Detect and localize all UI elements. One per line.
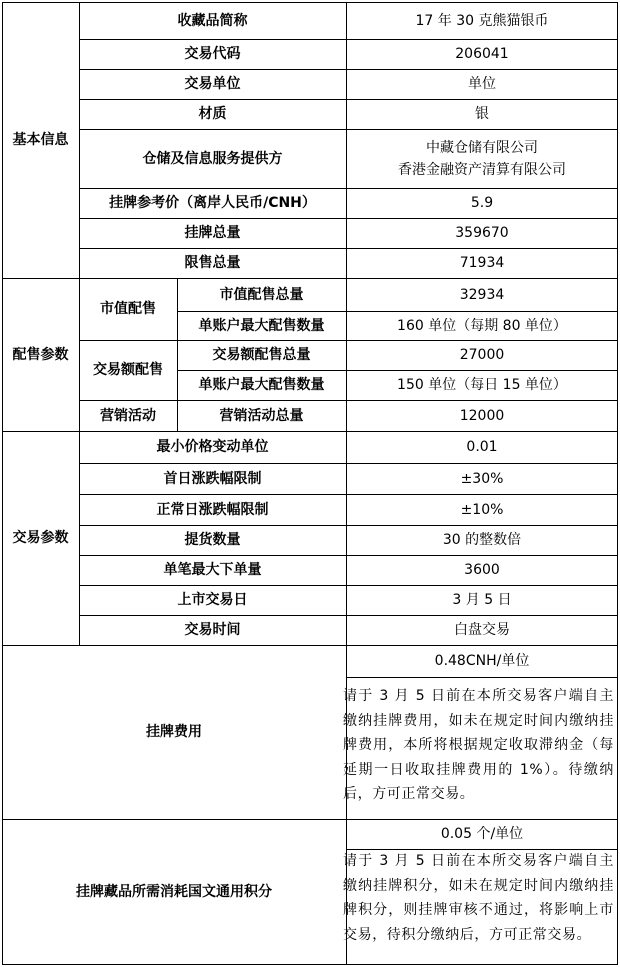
fee-label: 挂牌费用 (146, 724, 202, 740)
row-label: 最小价格变动单位 (156, 439, 269, 455)
fee-note: 请于 3 月 5 日前在本所交易客户端自主缴纳挂牌费用，如未在规定时间内缴纳挂牌费用，本所将根据规定收取滞纳金（每延期一日收取挂牌费用的 1%）。待缴纳后，方可正常交易。 (343, 688, 614, 802)
allot-type-label: 营销活动 (100, 407, 156, 424)
row-label: 交易单位 (184, 76, 241, 92)
row-value: 71934 (459, 255, 505, 271)
row-value: 5.9 (470, 195, 494, 211)
allot-type-label: 市值配售 (100, 301, 156, 317)
row-value: 160 单位（每期 80 单位） (397, 317, 567, 334)
row-value: 206041 (455, 46, 509, 62)
row-label: 单账户最大配售数量 (198, 377, 325, 393)
row-value: 150 单位（每日 15 单位） (397, 377, 567, 393)
points-note: 请于 3 月 5 日前在本所交易客户端自主缴纳挂牌积分，如未在规定时间内缴纳挂牌积分，则挂牌审核不通过，将影响上市交易，待积分缴纳后，方可正常交易。 (343, 853, 614, 943)
row-label: 上市交易日 (177, 592, 248, 608)
points-value: 0.05 个/单位 (440, 826, 524, 842)
row-label: 交易代码 (184, 46, 241, 62)
row-label: 交易时间 (184, 622, 241, 638)
row-label: 限售总量 (184, 255, 241, 271)
row-value: 32934 (459, 286, 505, 303)
fee-value: 0.48CNH/单位 (434, 653, 530, 669)
group-label-allot: 配售参数 (12, 346, 69, 363)
table-rule (2, 964, 618, 965)
row-value: 3600 (464, 562, 500, 578)
row-label: 仓储及信息服务提供方 (142, 150, 283, 167)
row-value: 银 (475, 106, 489, 122)
row-label: 挂牌总量 (184, 225, 241, 241)
row-label: 收藏品简称 (177, 12, 248, 29)
provider-name: 中藏仓储有限公司 (426, 139, 538, 156)
row-label: 单笔最大下单量 (163, 562, 262, 578)
row-value: 359670 (455, 225, 509, 241)
points-label: 挂牌藏品所需消耗国文通用积分 (76, 883, 272, 900)
row-value: 单位 (468, 76, 496, 92)
row-value (346, 129, 618, 188)
row-label: 营销活动总量 (219, 407, 304, 424)
row-value: 白盘交易 (454, 622, 510, 638)
listing-parameters-table (2, 2, 618, 965)
row-value: 30 的整数倍 (442, 532, 522, 548)
group-label-basic: 基本信息 (12, 132, 69, 148)
row-value: 0.01 (466, 439, 498, 455)
row-label: 单账户最大配售数量 (198, 317, 325, 334)
group-label-trade: 交易参数 (12, 530, 69, 546)
row-label: 交易额配售总量 (212, 347, 311, 363)
row-label: 市值配售总量 (219, 286, 304, 303)
row-label: 材质 (198, 106, 227, 122)
allot-type-label: 交易额配售 (93, 362, 163, 378)
provider-name: 香港金融资产清算有限公司 (398, 161, 566, 178)
table-rule (346, 677, 618, 678)
row-label: 正常日涨跌幅限制 (156, 501, 269, 518)
row-value: 3 月 5 日 (452, 592, 512, 608)
row-value: 17 年 30 克熊猫银币 (415, 12, 549, 29)
row-label: 提货数量 (184, 532, 241, 548)
row-value: 27000 (459, 347, 505, 363)
row-label: 挂牌参考价（离岸人民币/CNH） (109, 195, 316, 211)
row-label: 首日涨跌幅限制 (163, 470, 262, 487)
row-value: ±30% (460, 470, 504, 487)
row-value: 12000 (459, 407, 505, 424)
row-value: ±10% (460, 501, 504, 518)
